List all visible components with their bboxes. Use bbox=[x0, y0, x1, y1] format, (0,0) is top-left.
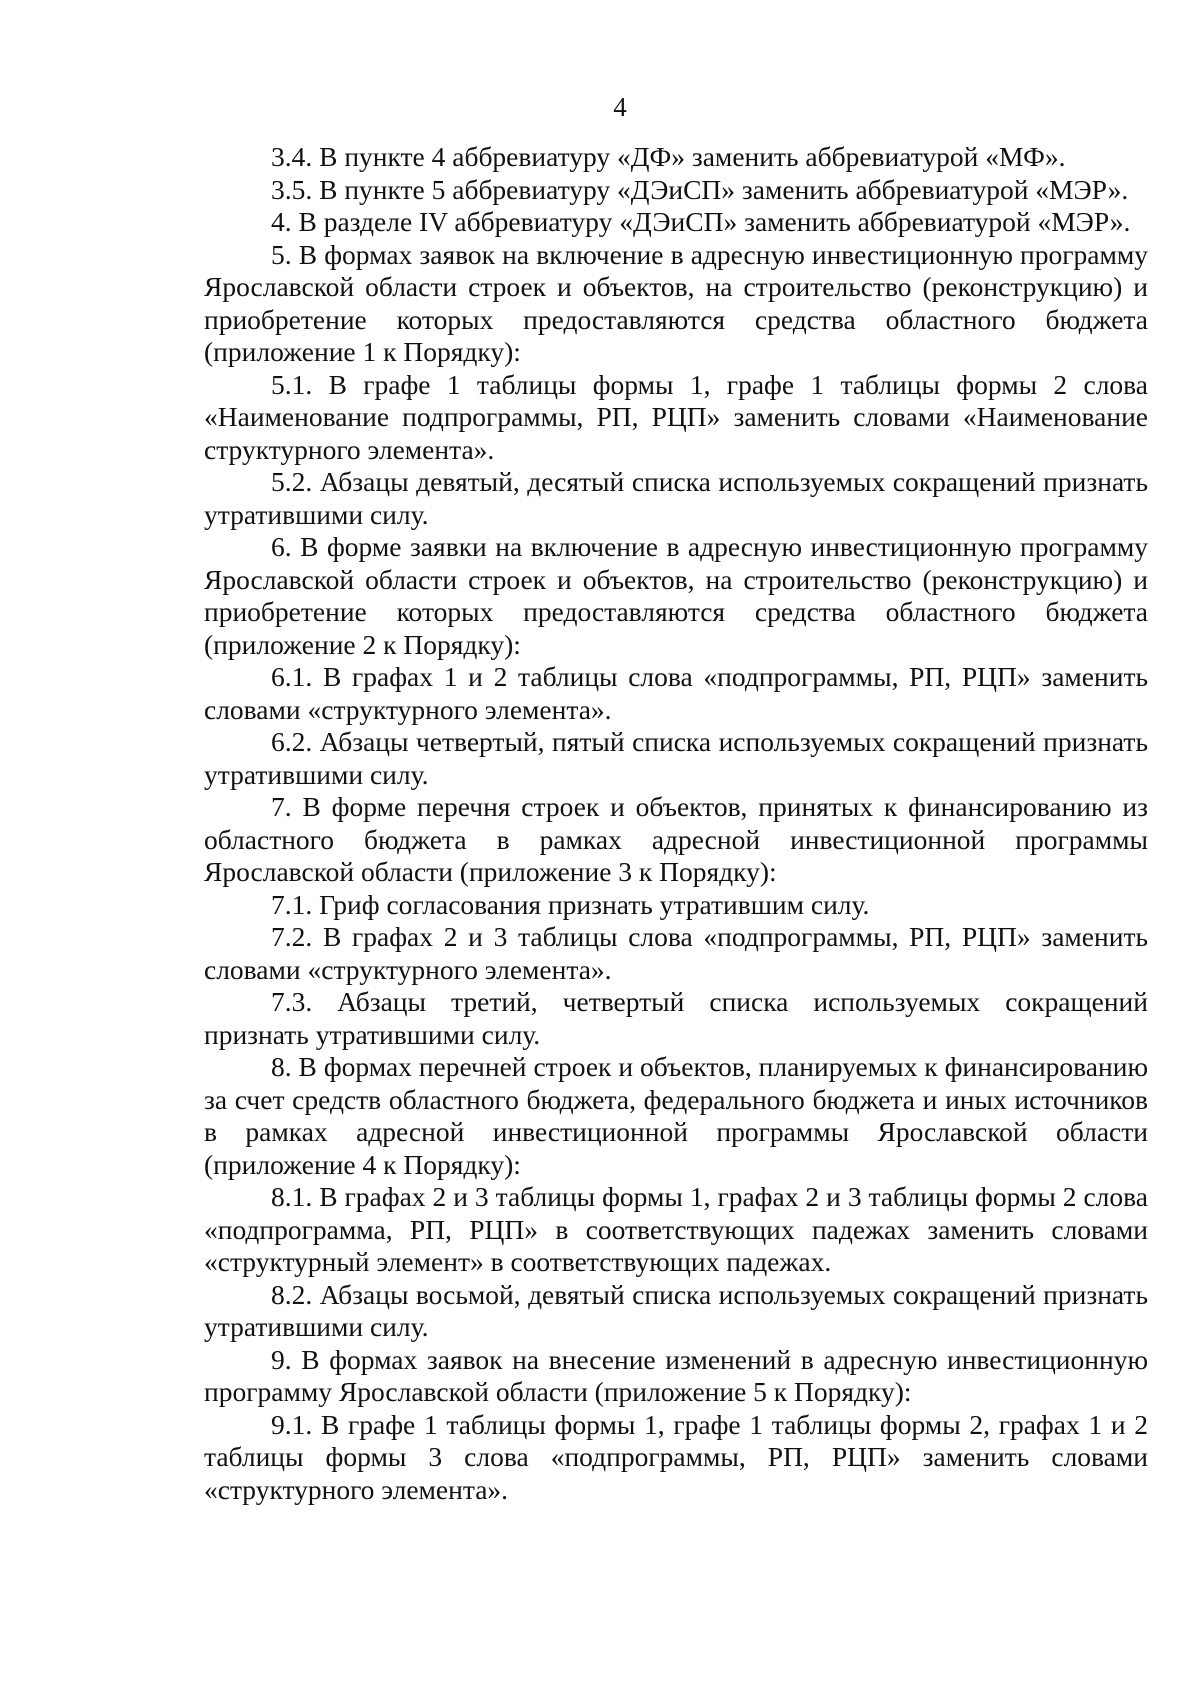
paragraph-4: 4. В разделе IV аббревиатуру «ДЭиСП» заменить аббревиатурой «МЭР». bbox=[271, 206, 1131, 237]
paragraph-8-1: 8.1. В графах 2 и 3 таблицы формы 1, графах 2 и 3 таблицы формы 2 слова «подпрограмма, РП, РЦП» в соответствующих падежах заменить словами «структурный элемент» в соответствующих падежах. bbox=[204, 1181, 1148, 1277]
paragraph-7-2: 7.2. В графах 2 и 3 таблицы слова «подпрограммы, РП, РЦП» заменить словами «структурного элемента». bbox=[204, 921, 1148, 985]
paragraph-6-2: 6.2. Абзацы четвертый, пятый списка используемых сокращений признать утратившими силу. bbox=[204, 726, 1148, 790]
paragraph-6: 6. В форме заявки на включение в адресную инвестиционную программу Ярославской области строек и объектов, на строительство (реконструкцию) и приобретение которых предоставляются средства областного бюджета (приложение 2 к Порядку): bbox=[204, 531, 1148, 660]
paragraph-7: 7. В форме перечня строек и объектов, принятых к финансированию из областного бюджета в рамках адресной инвестиционной программы Ярославской области (приложение 3 к Порядку): bbox=[204, 791, 1148, 887]
paragraph-5: 5. В формах заявок на включение в адресную инвестиционную программу Ярославской области строек и объектов, на строительство (реконструкцию) и приобретение которых предоставляются средства областного бюджета (приложение 1 к Порядку): bbox=[204, 238, 1148, 367]
paragraph-9-1: 9.1. В графе 1 таблицы формы 1, графе 1 таблицы формы 2, графах 1 и 2 таблицы формы 3 слова «подпрограммы, РП, РЦП» заменить словами «структурного элемента». bbox=[204, 1408, 1148, 1505]
paragraph-6-1: 6.1. В графах 1 и 2 таблицы слова «подпрограммы, РП, РЦП» заменить словами «структурного элемента». bbox=[204, 661, 1148, 725]
page-number: 4 bbox=[613, 92, 627, 122]
document-body bbox=[204, 141, 1148, 1506]
paragraph-3-4: 3.4. В пункте 4 аббревиатуру «ДФ» заменить аббревиатурой «МФ». bbox=[271, 141, 1066, 172]
paragraph-5-1: 5.1. В графе 1 таблицы формы 1, графе 1 таблицы формы 2 слова «Наименование подпрограммы, РП, РЦП» заменить словами «Наименование структурного элемента». bbox=[204, 368, 1148, 465]
paragraph-8: 8. В формах перечней строек и объектов, планируемых к финансированию за счет средств областного бюджета, федерального бюджета и иных источников в рамках адресной инвестиционной программы Ярославской области (приложение 4 к Порядку): bbox=[204, 1051, 1148, 1180]
paragraph-9: 9. В формах заявок на внесение изменений в адресную инвестиционную программу Ярославской области (приложение 5 к Порядку): bbox=[204, 1343, 1148, 1407]
paragraph-5-2: 5.2. Абзацы девятый, десятый списка используемых сокращений признать утратившими силу. bbox=[204, 466, 1148, 530]
paragraph-3-5: 3.5. В пункте 5 аббревиатуру «ДЭиСП» заменить аббревиатурой «МЭР». bbox=[271, 173, 1129, 205]
paragraph-7-3: 7.3. Абзацы третий, четвертый списка используемых сокращений признать утратившими силу. bbox=[204, 986, 1148, 1050]
paragraph-8-2: 8.2. Абзацы восьмой, девятый списка используемых сокращений признать утратившими силу. bbox=[204, 1278, 1148, 1342]
paragraph-7-1: 7.1. Гриф согласования признать утратившим силу. bbox=[271, 888, 870, 920]
